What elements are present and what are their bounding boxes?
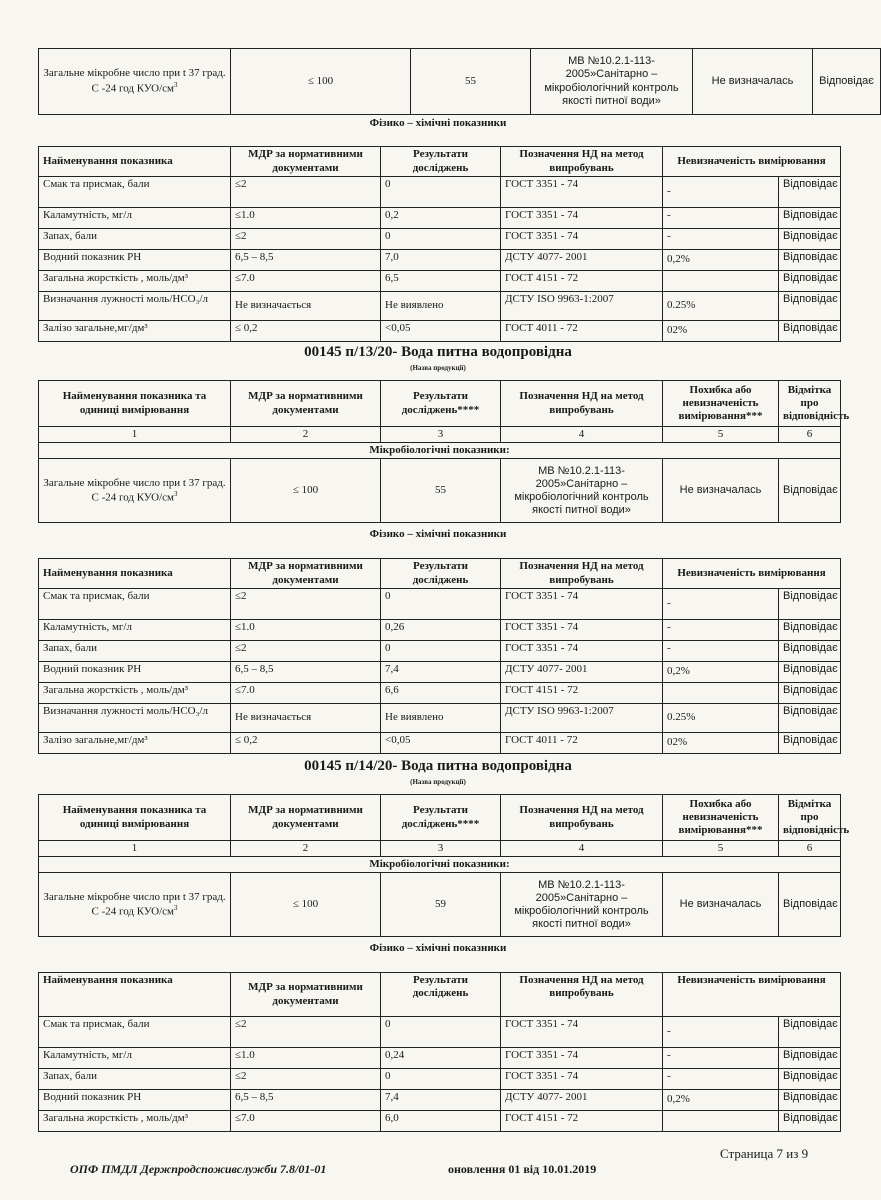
micro-table-top [38, 48, 881, 115]
col-number: 2 [231, 427, 381, 443]
mdr-value: ≤ 100 [231, 49, 411, 115]
uncertainty-value: 0,2% [663, 250, 779, 271]
micro-row [39, 873, 841, 937]
table-row [39, 662, 841, 683]
uncertainty-value: Не визначалась [693, 49, 813, 115]
col-number: 5 [663, 427, 779, 443]
micro-row [39, 459, 841, 523]
col-number: 3 [381, 841, 501, 857]
conformity-mark: Відповідає [779, 208, 841, 229]
indicator-name: Смак та присмак, бали [39, 1017, 231, 1048]
mdr-value: ≤1.0 [231, 1048, 381, 1069]
header-method: Позначення НД на метод випробувань [501, 795, 663, 841]
uncertainty-value: - [663, 1017, 779, 1048]
indicator-name: Водний показник РН [39, 250, 231, 271]
mdr-value: ≤ 0,2 [231, 321, 381, 342]
table-row [39, 1111, 841, 1132]
mdr-value: ≤2 [231, 641, 381, 662]
method-value: ГОСТ 3351 - 74 [501, 641, 663, 662]
indicator-name: Залізо загальне,мг/дм³ [39, 733, 231, 754]
result-value: 59 [381, 873, 501, 937]
header-uncertainty: Похибка або невизначеність вимірювання*** [663, 795, 779, 841]
result-value: <0,05 [381, 733, 501, 754]
header-row [39, 559, 841, 589]
header-row [39, 147, 841, 177]
uncertainty-value: - [663, 641, 779, 662]
method-value: ГОСТ 4151 - 72 [501, 271, 663, 292]
header-name: Найменування показника та одиниці вимірювання [39, 795, 231, 841]
method-value: ГОСТ 3351 - 74 [501, 620, 663, 641]
header-row [39, 795, 841, 841]
table-row [39, 683, 841, 704]
method-value: ГОСТ 3351 - 74 [501, 589, 663, 620]
mdr-value: ≤ 0,2 [231, 733, 381, 754]
header-result: Результати досліджень [381, 973, 501, 1017]
result-value: 7,4 [381, 1090, 501, 1111]
uncertainty-value: 02% [663, 321, 779, 342]
method-value: ГОСТ 4011 - 72 [501, 321, 663, 342]
product-title: 00145 п/13/20- Вода питна водопровідна [304, 344, 572, 360]
header-name: Найменування показника [39, 559, 231, 589]
header-row [39, 973, 841, 1017]
conformity-mark: Відповідає [779, 662, 841, 683]
method-value: ДСТУ ISO 9963-1:2007 [501, 704, 663, 733]
result-value: 0 [381, 229, 501, 250]
column-number-row [39, 427, 841, 443]
uncertainty-value: - [663, 1069, 779, 1090]
uncertainty-value [663, 271, 779, 292]
column-number-row [39, 841, 841, 857]
header-result: Результати досліджень**** [381, 381, 501, 427]
micro-row [39, 49, 881, 115]
conformity-mark: Відповідає [779, 250, 841, 271]
conformity-mark: Відповідає [779, 1111, 841, 1132]
indicator-name: Запах, бали [39, 229, 231, 250]
main-table-3 [38, 794, 850, 937]
mdr-value: 6,5 – 8,5 [231, 250, 381, 271]
phys-table-2 [38, 558, 841, 754]
method-value: ГОСТ 4151 - 72 [501, 1111, 663, 1132]
conformity-mark: Відповідає [779, 1069, 841, 1090]
uncertainty-value: 0,2% [663, 662, 779, 683]
header-uncertainty: Похибка або невизначеність вимірювання*** [663, 381, 779, 427]
method-value: ДСТУ 4077- 2001 [501, 662, 663, 683]
table-row [39, 271, 841, 292]
table-row [39, 321, 841, 342]
indicator-name: Залізо загальне,мг/дм³ [39, 321, 231, 342]
mdr-value: 6,5 – 8,5 [231, 1090, 381, 1111]
table-row [39, 229, 841, 250]
mdr-value: 6,5 – 8,5 [231, 662, 381, 683]
table-row [39, 1017, 841, 1048]
mdr-value: ≤2 [231, 177, 381, 208]
uncertainty-value: 02% [663, 733, 779, 754]
section-row [39, 857, 841, 873]
mdr-value: Не визначається [231, 704, 381, 733]
uncertainty-value: Не визначалась [663, 459, 779, 523]
table-row [39, 1090, 841, 1111]
header-mdr: МДР за нормативними документами [231, 559, 381, 589]
method-value: ГОСТ 3351 - 74 [501, 1069, 663, 1090]
uncertainty-value: - [663, 229, 779, 250]
table-row [39, 589, 841, 620]
table-row [39, 1048, 841, 1069]
method-value: ГОСТ 3351 - 74 [501, 229, 663, 250]
indicator-name: Загальна жорсткість , моль/дм³ [39, 271, 231, 292]
conformity-mark: Відповідає [779, 177, 841, 208]
header-mark: Відмітка про відповідність [779, 381, 841, 427]
footer-form-code: ОПФ ПМДЛ Держпродспоживслужби 7.8/01-01 [70, 1162, 327, 1176]
section-caption: Фізико – хімічні показники [369, 528, 507, 540]
mdr-value: ≤2 [231, 1069, 381, 1090]
uncertainty-value: - [663, 208, 779, 229]
indicator-name: Запах, бали [39, 641, 231, 662]
mdr-value: ≤2 [231, 589, 381, 620]
indicator-name: Загальна жорсткість , моль/дм³ [39, 1111, 231, 1132]
method-value: МВ №10.2.1-113-2005»Санітарно – мікробіологічний контроль якості питної води» [531, 49, 693, 115]
method-value: ДСТУ 4077- 2001 [501, 250, 663, 271]
col-number: 2 [231, 841, 381, 857]
result-value: Не виявлено [381, 292, 501, 321]
col-number: 1 [39, 427, 231, 443]
conformity-mark: Відповідає [779, 459, 841, 523]
table-row [39, 250, 841, 271]
table-row [39, 641, 841, 662]
header-mdr: МДР за нормативними документами [231, 795, 381, 841]
section-caption: Фізико – хімічні показники [369, 942, 507, 954]
indicator-name: Загальна жорсткість , моль/дм³ [39, 683, 231, 704]
result-value: 6,0 [381, 1111, 501, 1132]
conformity-mark: Відповідає [779, 733, 841, 754]
mdr-value: ≤7.0 [231, 683, 381, 704]
uncertainty-value: - [663, 589, 779, 620]
product-subtitle: (Назва продукції) [410, 778, 466, 786]
page-number: Страница 7 из 9 [720, 1146, 809, 1161]
mdr-value: ≤1.0 [231, 208, 381, 229]
uncertainty-value: Не визначалась [663, 873, 779, 937]
col-number: 1 [39, 841, 231, 857]
conformity-mark: Відповідає [779, 683, 841, 704]
col-number: 3 [381, 427, 501, 443]
phys-table-1 [38, 146, 841, 342]
col-number: 6 [779, 841, 841, 857]
mdr-value: Не визначається [231, 292, 381, 321]
indicator-name: Загальне мікробне число при t 37 град. С -24 год КУО/$см^3$ [39, 49, 231, 115]
result-value: 6,5 [381, 271, 501, 292]
method-value: ГОСТ 3351 - 74 [501, 1048, 663, 1069]
header-mdr: МДР за нормативними документами [231, 381, 381, 427]
result-value: 0,26 [381, 620, 501, 641]
conformity-mark: Відповідає [779, 1048, 841, 1069]
uncertainty-value: - [663, 1048, 779, 1069]
result-value: Не виявлено [381, 704, 501, 733]
uncertainty-value [663, 1111, 779, 1132]
footer-revision: оновлення 01 від 10.01.2019 [448, 1162, 597, 1176]
header-name: Найменування показника [39, 147, 231, 177]
mdr-value: ≤ 100 [231, 459, 381, 523]
method-value: ДСТУ 4077- 2001 [501, 1090, 663, 1111]
header-uncertainty: Невизначеність вимірювання [663, 147, 841, 177]
result-value: 0,2 [381, 208, 501, 229]
result-value: <0,05 [381, 321, 501, 342]
product-subtitle: (Назва продукції) [410, 364, 466, 372]
header-method: Позначення НД на метод випробувань [501, 559, 663, 589]
table-row [39, 292, 841, 321]
uncertainty-value [663, 683, 779, 704]
result-value: 0 [381, 177, 501, 208]
header-result: Результати досліджень [381, 147, 501, 177]
conformity-mark: Відповідає [779, 229, 841, 250]
indicator-name: Визначання лужності моль/НСО₃/л [39, 704, 231, 733]
product-title: 00145 п/14/20- Вода питна водопровідна [304, 758, 572, 774]
header-name: Найменування показника та одиниці вимірювання [39, 381, 231, 427]
header-method: Позначення НД на метод випробувань [501, 381, 663, 427]
uncertainty-value: - [663, 177, 779, 208]
method-value: МВ №10.2.1-113-2005»Санітарно – мікробіологічний контроль якості питної води» [501, 459, 663, 523]
header-mark: Відмітка про відповідність [779, 795, 841, 841]
main-table-2 [38, 380, 850, 523]
method-value: ДСТУ ISO 9963-1:2007 [501, 292, 663, 321]
col-number: 5 [663, 841, 779, 857]
header-method: Позначення НД на метод випробувань [501, 973, 663, 1017]
header-result: Результати досліджень [381, 559, 501, 589]
header-method: Позначення НД на метод випробувань [501, 147, 663, 177]
header-mdr: МДР за нормативними документами [231, 973, 381, 1017]
method-value: ГОСТ 4011 - 72 [501, 733, 663, 754]
uncertainty-value: 0.25% [663, 704, 779, 733]
header-result: Результати досліджень**** [381, 795, 501, 841]
mdr-value: ≤ 100 [231, 873, 381, 937]
result-value: 55 [411, 49, 531, 115]
conformity-mark: Відповідає [779, 620, 841, 641]
mdr-value: ≤7.0 [231, 271, 381, 292]
indicator-name: Каламутність, мг/л [39, 208, 231, 229]
result-value: 0 [381, 1017, 501, 1048]
table-row [39, 620, 841, 641]
table-row [39, 208, 841, 229]
uncertainty-value: 0.25% [663, 292, 779, 321]
section-caption: Фізико – хімічні показники [369, 117, 507, 129]
table-row [39, 1069, 841, 1090]
method-value: ГОСТ 3351 - 74 [501, 1017, 663, 1048]
conformity-mark: Відповідає [813, 49, 881, 115]
conformity-mark: Відповідає [779, 1017, 841, 1048]
section-row [39, 443, 841, 459]
conformity-mark: Відповідає [779, 292, 841, 321]
phys-table-3 [38, 972, 841, 1132]
mdr-value: ≤2 [231, 1017, 381, 1048]
conformity-mark: Відповідає [779, 873, 841, 937]
method-value: МВ №10.2.1-113-2005»Санітарно – мікробіологічний контроль якості питної води» [501, 873, 663, 937]
result-value: 7,4 [381, 662, 501, 683]
indicator-name: Каламутність, мг/л [39, 620, 231, 641]
result-value: 0 [381, 1069, 501, 1090]
header-mdr: МДР за нормативними документами [231, 147, 381, 177]
conformity-mark: Відповідає [779, 641, 841, 662]
result-value: 0,24 [381, 1048, 501, 1069]
result-value: 0 [381, 589, 501, 620]
mdr-value: ≤7.0 [231, 1111, 381, 1132]
result-value: 0 [381, 641, 501, 662]
indicator-name: Смак та присмак, бали [39, 177, 231, 208]
header-row [39, 381, 841, 427]
result-value: 6,6 [381, 683, 501, 704]
conformity-mark: Відповідає [779, 271, 841, 292]
table-row [39, 177, 841, 208]
conformity-mark: Відповідає [779, 1090, 841, 1111]
table-row [39, 704, 841, 733]
micro-caption: Мікробіологічні показники: [39, 857, 841, 873]
method-value: ГОСТ 4151 - 72 [501, 683, 663, 704]
mdr-value: ≤1.0 [231, 620, 381, 641]
indicator-name: Смак та присмак, бали [39, 589, 231, 620]
header-name: Найменування показника [39, 973, 231, 1017]
header-uncertainty: Невизначеність вимірювання [663, 973, 841, 1017]
indicator-name: Визначання лужності моль/НСО₃/л [39, 292, 231, 321]
indicator-name: Водний показник РН [39, 662, 231, 683]
header-uncertainty: Невизначеність вимірювання [663, 559, 841, 589]
col-number: 6 [779, 427, 841, 443]
indicator-name: Водний показник РН [39, 1090, 231, 1111]
col-number: 4 [501, 841, 663, 857]
indicator-name: Каламутність, мг/л [39, 1048, 231, 1069]
conformity-mark: Відповідає [779, 589, 841, 620]
result-value: 7,0 [381, 250, 501, 271]
indicator-name: Запах, бали [39, 1069, 231, 1090]
mdr-value: ≤2 [231, 229, 381, 250]
conformity-mark: Відповідає [779, 321, 841, 342]
uncertainty-value: - [663, 620, 779, 641]
indicator-name: Загальне мікробне число при t 37 град. С -24 год КУО/$см^3$ [39, 459, 231, 523]
conformity-mark: Відповідає [779, 704, 841, 733]
table-row [39, 733, 841, 754]
uncertainty-value: 0,2% [663, 1090, 779, 1111]
method-value: ГОСТ 3351 - 74 [501, 177, 663, 208]
micro-caption: Мікробіологічні показники: [39, 443, 841, 459]
indicator-name: Загальне мікробне число при t 37 град. С -24 год КУО/$см^3$ [39, 873, 231, 937]
method-value: ГОСТ 3351 - 74 [501, 208, 663, 229]
col-number: 4 [501, 427, 663, 443]
result-value: 55 [381, 459, 501, 523]
